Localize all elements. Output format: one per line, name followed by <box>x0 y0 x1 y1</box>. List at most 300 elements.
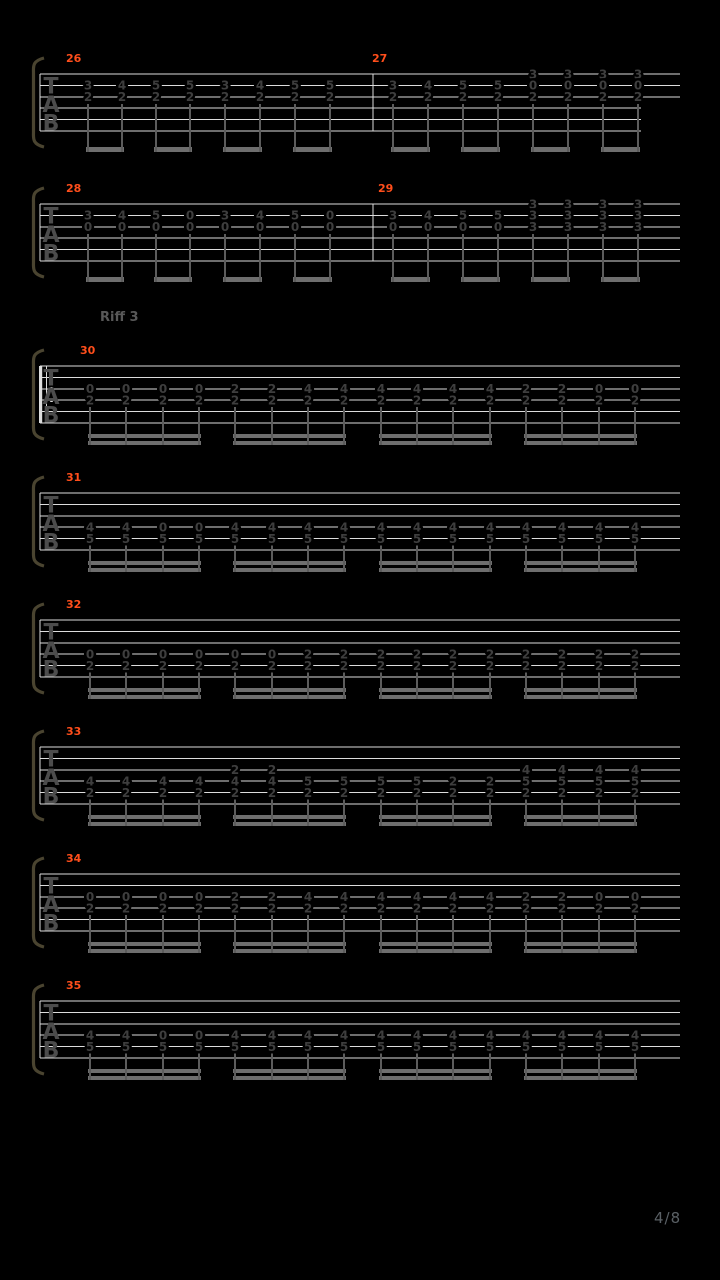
fret-number: 5 <box>185 78 195 93</box>
tab-note[interactable] <box>522 521 530 546</box>
tab-note[interactable] <box>389 209 397 234</box>
tab-clef-letter: T <box>43 74 59 100</box>
tab-note[interactable] <box>304 1029 312 1054</box>
fret-number: 2 <box>376 647 386 662</box>
tab-clef-letter: B <box>42 111 60 137</box>
fret-number: 4 <box>255 208 265 223</box>
fret-number: 2 <box>448 785 458 800</box>
tab-note[interactable] <box>268 521 276 546</box>
beam <box>293 277 332 282</box>
tab-note[interactable] <box>599 197 607 234</box>
fret-number: 2 <box>303 658 313 673</box>
tab-note[interactable] <box>564 197 572 234</box>
fret-number: 5 <box>630 531 640 546</box>
tab-note[interactable] <box>159 382 167 407</box>
fret-number: 4 <box>448 1028 458 1043</box>
fret-number: 2 <box>493 90 503 105</box>
measure-number: 30 <box>80 344 96 357</box>
tab-note[interactable] <box>159 648 167 673</box>
fret-number: 4 <box>521 1028 531 1043</box>
tab-note[interactable] <box>449 775 457 800</box>
fret-number: 3 <box>528 67 538 82</box>
fret-number: 5 <box>303 774 313 789</box>
tab-note[interactable] <box>122 890 130 915</box>
fret-number: 5 <box>557 1039 567 1054</box>
beam <box>601 277 640 282</box>
tab-note[interactable] <box>186 209 194 234</box>
fret-number: 5 <box>158 1039 168 1054</box>
tab-note[interactable] <box>268 1029 276 1054</box>
fret-number: 0 <box>388 220 398 235</box>
beam <box>223 277 262 282</box>
tab-note[interactable] <box>522 890 530 915</box>
fret-number: 3 <box>563 208 573 223</box>
fret-number: 5 <box>151 208 161 223</box>
fret-number: 3 <box>388 78 398 93</box>
fret-number: 2 <box>412 785 422 800</box>
beam <box>391 147 430 152</box>
fret-number: 5 <box>267 531 277 546</box>
fret-number: 4 <box>121 1028 131 1043</box>
tab-note[interactable] <box>195 382 203 407</box>
tab-note[interactable] <box>186 79 194 104</box>
fret-number: 2 <box>376 901 386 916</box>
measure-number: 27 <box>372 52 388 65</box>
tab-note[interactable] <box>522 1029 530 1054</box>
tab-note[interactable] <box>486 890 494 915</box>
tab-stave[interactable] <box>33 344 680 445</box>
tab-clef-letter: A <box>42 766 60 791</box>
fret-number: 0 <box>633 78 643 93</box>
tab-note[interactable] <box>522 648 530 673</box>
fret-number: 4 <box>194 774 204 789</box>
beam <box>524 815 637 819</box>
tab-note[interactable] <box>486 382 494 407</box>
fret-number: 5 <box>458 78 468 93</box>
tab-note[interactable] <box>595 521 603 546</box>
tab-note[interactable] <box>231 521 239 546</box>
tab-note[interactable] <box>631 648 639 673</box>
fret-number: 4 <box>376 890 386 905</box>
fret-number: 2 <box>485 658 495 673</box>
measure-number: 31 <box>66 471 82 484</box>
tab-note[interactable] <box>564 67 572 104</box>
fret-number: 4 <box>630 1028 640 1043</box>
tab-clef-letter: B <box>42 403 60 429</box>
tab-note[interactable] <box>159 1029 167 1054</box>
fret-number: 4 <box>117 78 127 93</box>
tab-note[interactable] <box>122 1029 130 1054</box>
tab-stave[interactable] <box>33 52 680 152</box>
tab-note[interactable] <box>221 209 229 234</box>
fret-number: 2 <box>194 901 204 916</box>
tab-note[interactable] <box>195 521 203 546</box>
fret-number: 2 <box>521 382 531 397</box>
tab-note[interactable] <box>268 890 276 915</box>
tab-note[interactable] <box>340 648 348 673</box>
tab-note[interactable] <box>304 890 312 915</box>
tab-note[interactable] <box>494 209 502 234</box>
fret-number: 2 <box>448 647 458 662</box>
beam <box>391 277 430 282</box>
fret-number: 2 <box>557 382 567 397</box>
tab-note[interactable] <box>413 521 421 546</box>
tab-note[interactable] <box>449 382 457 407</box>
fret-number: 2 <box>412 658 422 673</box>
beam <box>379 1069 492 1073</box>
beam <box>233 1069 346 1073</box>
tab-note[interactable] <box>159 890 167 915</box>
fret-number: 2 <box>557 393 567 408</box>
tab-note[interactable] <box>122 382 130 407</box>
tab-note[interactable] <box>595 763 603 800</box>
fret-number: 2 <box>85 785 95 800</box>
tab-note[interactable] <box>268 382 276 407</box>
fret-number: 0 <box>117 220 127 235</box>
fret-number: 4 <box>267 520 277 535</box>
fret-number: 2 <box>376 785 386 800</box>
fret-number: 0 <box>194 1028 204 1043</box>
tab-note[interactable] <box>449 1029 457 1054</box>
tab-note[interactable] <box>377 1029 385 1054</box>
fret-number: 2 <box>117 90 127 105</box>
tab-note[interactable] <box>599 67 607 104</box>
tab-stave[interactable] <box>33 598 680 699</box>
tab-note[interactable] <box>631 890 639 915</box>
tab-note[interactable] <box>558 763 566 800</box>
fret-number: 2 <box>388 90 398 105</box>
tab-note[interactable] <box>595 1029 603 1054</box>
tab-note[interactable] <box>413 775 421 800</box>
fret-number: 0 <box>594 382 604 397</box>
fret-number: 0 <box>598 78 608 93</box>
tab-note[interactable] <box>152 209 160 234</box>
tab-note[interactable] <box>631 763 639 800</box>
tab-note[interactable] <box>159 775 167 800</box>
beam <box>233 568 346 572</box>
tab-stave[interactable] <box>33 182 680 282</box>
fret-number: 2 <box>230 763 240 778</box>
fret-number: 2 <box>85 901 95 916</box>
tab-stave[interactable] <box>33 725 680 826</box>
tab-note[interactable] <box>86 521 94 546</box>
tab-note[interactable] <box>231 1029 239 1054</box>
beam <box>233 695 346 699</box>
tab-note[interactable] <box>634 197 642 234</box>
fret-number: 4 <box>521 763 531 778</box>
tab-stave[interactable] <box>33 852 680 953</box>
tab-note[interactable] <box>558 890 566 915</box>
tab-note[interactable] <box>449 521 457 546</box>
tab-note[interactable] <box>634 67 642 104</box>
tab-note[interactable] <box>86 890 94 915</box>
beam <box>524 695 637 699</box>
tab-stave[interactable] <box>33 471 680 572</box>
tab-note[interactable] <box>459 79 467 104</box>
tab-note[interactable] <box>326 79 334 104</box>
tab-note[interactable] <box>304 775 312 800</box>
tab-note[interactable] <box>595 648 603 673</box>
beam <box>524 949 637 953</box>
fret-number: 3 <box>633 67 643 82</box>
tab-note[interactable] <box>459 209 467 234</box>
tab-clef-letter: A <box>42 639 60 664</box>
tab-clef-letter: A <box>42 385 60 410</box>
fret-number: 2 <box>448 658 458 673</box>
tab-note[interactable] <box>558 1029 566 1054</box>
fret-number: 4 <box>412 382 422 397</box>
tab-note[interactable] <box>231 763 239 800</box>
fret-number: 2 <box>85 658 95 673</box>
fret-number: 2 <box>267 382 277 397</box>
tab-note[interactable] <box>377 890 385 915</box>
tab-note[interactable] <box>291 209 299 234</box>
beam <box>379 688 492 692</box>
fret-number: 5 <box>290 208 300 223</box>
tab-note[interactable] <box>86 1029 94 1054</box>
tab-note[interactable] <box>377 775 385 800</box>
tab-note[interactable] <box>449 648 457 673</box>
tab-note[interactable] <box>122 648 130 673</box>
fret-number: 5 <box>594 774 604 789</box>
fret-number: 5 <box>376 774 386 789</box>
fret-number: 0 <box>220 220 230 235</box>
fret-number: 2 <box>194 785 204 800</box>
fret-number: 3 <box>83 208 93 223</box>
tab-note[interactable] <box>304 382 312 407</box>
tab-clef-letter: B <box>42 784 60 810</box>
tab-stave[interactable] <box>33 979 680 1080</box>
tab-note[interactable] <box>304 521 312 546</box>
tab-note[interactable] <box>529 67 537 104</box>
fret-number: 4 <box>448 382 458 397</box>
tab-note[interactable] <box>486 775 494 800</box>
tab-note[interactable] <box>122 775 130 800</box>
fret-number: 2 <box>598 90 608 105</box>
tab-note[interactable] <box>340 1029 348 1054</box>
tab-note[interactable] <box>118 79 126 104</box>
tab-note[interactable] <box>195 648 203 673</box>
tab-note[interactable] <box>159 521 167 546</box>
fret-number: 2 <box>303 647 313 662</box>
fret-number: 4 <box>630 520 640 535</box>
fret-number: 2 <box>303 785 313 800</box>
tab-note[interactable] <box>340 521 348 546</box>
fret-number: 2 <box>185 90 195 105</box>
fret-number: 5 <box>339 1039 349 1054</box>
tab-note[interactable] <box>268 763 276 800</box>
fret-number: 2 <box>528 90 538 105</box>
beam <box>233 942 346 946</box>
fret-number: 2 <box>339 393 349 408</box>
tab-note[interactable] <box>231 890 239 915</box>
measure-number: 28 <box>66 182 82 195</box>
beam <box>154 277 192 282</box>
fret-number: 2 <box>230 785 240 800</box>
fret-number: 2 <box>563 90 573 105</box>
fret-number: 2 <box>267 393 277 408</box>
tab-note[interactable] <box>195 775 203 800</box>
tab-note[interactable] <box>449 890 457 915</box>
fret-number: 2 <box>412 901 422 916</box>
fret-number: 0 <box>594 890 604 905</box>
fret-number: 4 <box>303 382 313 397</box>
beam <box>233 815 346 819</box>
tab-note[interactable] <box>377 521 385 546</box>
tab-note[interactable] <box>340 382 348 407</box>
fret-number: 4 <box>448 890 458 905</box>
tab-note[interactable] <box>221 79 229 104</box>
tab-note[interactable] <box>424 79 432 104</box>
fret-number: 3 <box>563 67 573 82</box>
fret-number: 4 <box>485 520 495 535</box>
fret-number: 0 <box>121 890 131 905</box>
tab-note[interactable] <box>631 521 639 546</box>
tab-note[interactable] <box>486 1029 494 1054</box>
fret-number: 2 <box>412 647 422 662</box>
beam <box>88 949 201 953</box>
fret-number: 4 <box>121 774 131 789</box>
fret-number: 4 <box>376 1028 386 1043</box>
fret-number: 2 <box>557 901 567 916</box>
beam <box>379 822 492 826</box>
fret-number: 4 <box>339 890 349 905</box>
fret-number: 4 <box>448 520 458 535</box>
fret-number: 2 <box>339 658 349 673</box>
fret-number: 0 <box>230 647 240 662</box>
tab-note[interactable] <box>413 890 421 915</box>
tab-note[interactable] <box>326 209 334 234</box>
fret-number: 2 <box>485 901 495 916</box>
fret-number: 4 <box>521 520 531 535</box>
tab-note[interactable] <box>377 648 385 673</box>
fret-number: 5 <box>448 1039 458 1054</box>
beam <box>88 568 201 572</box>
fret-number: 2 <box>521 890 531 905</box>
beam <box>461 147 500 152</box>
fret-number: 0 <box>630 890 640 905</box>
tab-note[interactable] <box>413 648 421 673</box>
fret-number: 2 <box>158 658 168 673</box>
tab-note[interactable] <box>86 648 94 673</box>
tab-clef-letter: T <box>43 747 59 773</box>
tab-note[interactable] <box>486 521 494 546</box>
beam <box>223 147 262 152</box>
beam <box>531 277 570 282</box>
tab-note[interactable] <box>413 382 421 407</box>
beam <box>88 815 201 819</box>
tab-note[interactable] <box>529 197 537 234</box>
tab-note[interactable] <box>494 79 502 104</box>
fret-number: 4 <box>303 520 313 535</box>
beam <box>524 942 637 946</box>
tab-note[interactable] <box>231 382 239 407</box>
tab-note[interactable] <box>522 382 530 407</box>
fret-number: 2 <box>230 382 240 397</box>
fret-number: 5 <box>521 531 531 546</box>
beam <box>88 695 201 699</box>
fret-number: 0 <box>267 647 277 662</box>
fret-number: 5 <box>557 774 567 789</box>
tab-note[interactable] <box>631 1029 639 1054</box>
tab-note[interactable] <box>558 648 566 673</box>
tab-note[interactable] <box>195 890 203 915</box>
fret-number: 5 <box>521 774 531 789</box>
fret-number: 0 <box>121 382 131 397</box>
tab-note[interactable] <box>377 382 385 407</box>
tab-note[interactable] <box>84 79 92 104</box>
tab-note[interactable] <box>558 521 566 546</box>
fret-number: 4 <box>485 382 495 397</box>
fret-number: 0 <box>158 1028 168 1043</box>
fret-number: 5 <box>85 1039 95 1054</box>
fret-number: 3 <box>633 208 643 223</box>
tab-note[interactable] <box>86 775 94 800</box>
tab-note[interactable] <box>424 209 432 234</box>
tab-note[interactable] <box>558 382 566 407</box>
tab-note[interactable] <box>152 79 160 104</box>
fret-number: 2 <box>339 647 349 662</box>
tab-note[interactable] <box>86 382 94 407</box>
fret-number: 2 <box>485 393 495 408</box>
tab-note[interactable] <box>84 209 92 234</box>
fret-number: 4 <box>412 520 422 535</box>
tab-clef-letter: A <box>42 93 60 118</box>
tab-note[interactable] <box>595 382 603 407</box>
tab-note[interactable] <box>256 79 264 104</box>
fret-number: 0 <box>528 78 538 93</box>
tab-note[interactable] <box>118 209 126 234</box>
tab-note[interactable] <box>595 890 603 915</box>
tab-note[interactable] <box>195 1029 203 1054</box>
fret-number: 2 <box>267 658 277 673</box>
fret-number: 2 <box>121 393 131 408</box>
fret-number: 2 <box>230 901 240 916</box>
fret-number: 0 <box>325 208 335 223</box>
tab-note[interactable] <box>304 648 312 673</box>
fret-number: 2 <box>448 393 458 408</box>
beam <box>524 822 637 826</box>
tab-note[interactable] <box>389 79 397 104</box>
fret-number: 3 <box>528 197 538 212</box>
tab-note[interactable] <box>486 648 494 673</box>
tab-note[interactable] <box>268 648 276 673</box>
fret-number: 2 <box>121 658 131 673</box>
fret-number: 0 <box>563 78 573 93</box>
tab-note[interactable] <box>291 79 299 104</box>
tab-clef-letter: B <box>42 911 60 937</box>
fret-number: 2 <box>557 785 567 800</box>
tab-note[interactable] <box>413 1029 421 1054</box>
beam <box>88 942 201 946</box>
beam <box>379 561 492 565</box>
beam <box>154 147 192 152</box>
tab-note[interactable] <box>256 209 264 234</box>
beam <box>524 561 637 565</box>
fret-number: 4 <box>85 774 95 789</box>
fret-number: 4 <box>230 774 240 789</box>
tab-note[interactable] <box>631 382 639 407</box>
fret-number: 4 <box>255 78 265 93</box>
tab-note[interactable] <box>231 648 239 673</box>
fret-number: 2 <box>630 647 640 662</box>
tab-note[interactable] <box>340 775 348 800</box>
fret-number: 0 <box>458 220 468 235</box>
tab-note[interactable] <box>340 890 348 915</box>
section-label-riff: Riff 3 <box>100 310 139 325</box>
tab-note[interactable] <box>522 763 530 800</box>
tab-note[interactable] <box>122 521 130 546</box>
